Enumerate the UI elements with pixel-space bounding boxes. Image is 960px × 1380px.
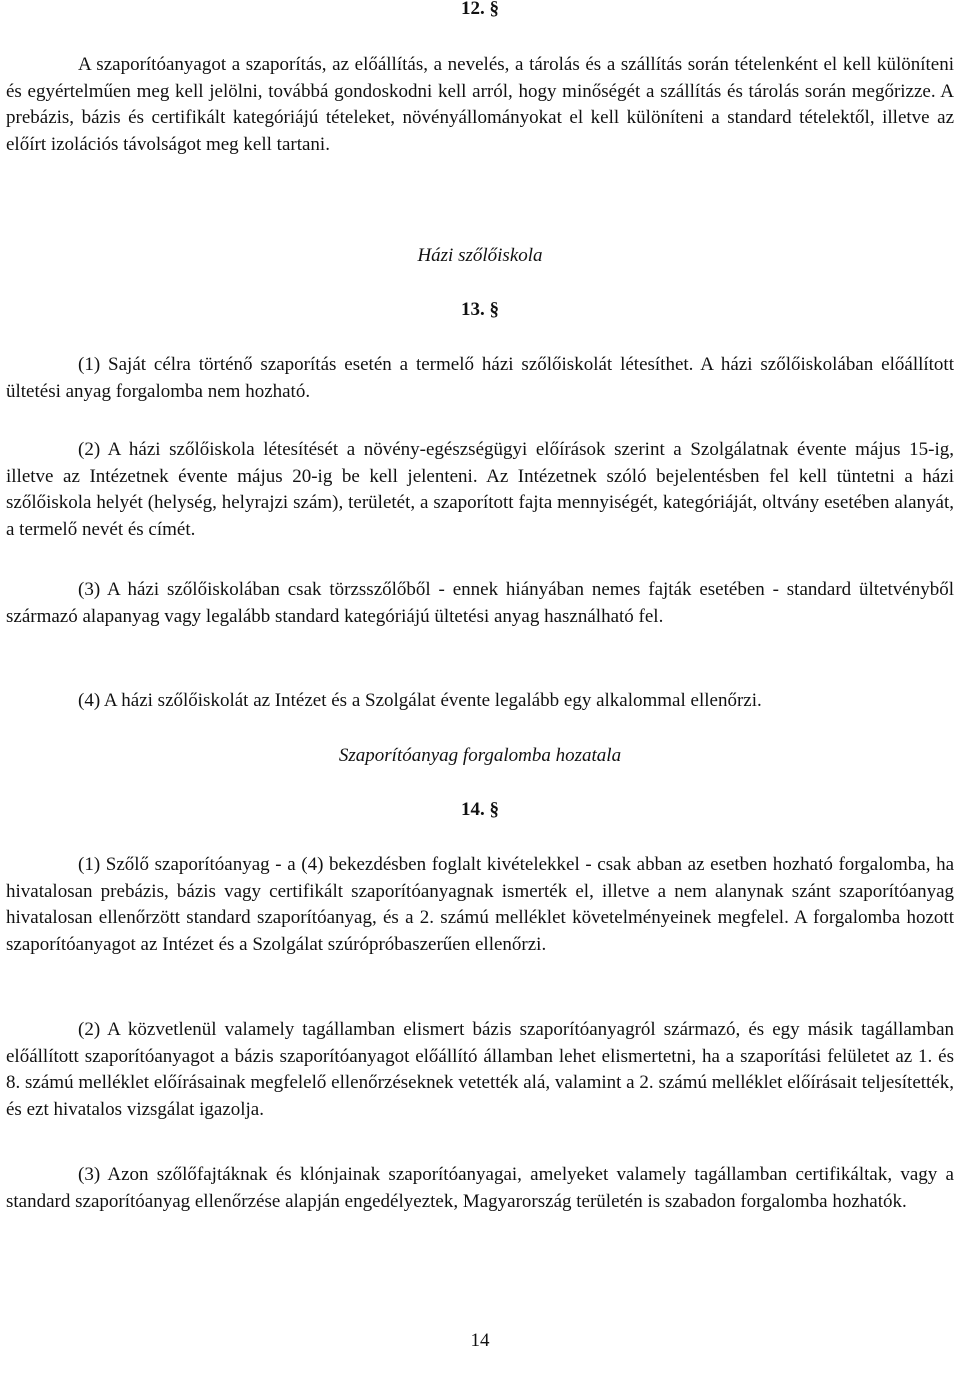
section-14-paragraph-3: (3) Azon szőlőfajtáknak és klónjainak szaporítóanyagai, amelyeket valamely tagállamban certifikáltak, vagy a standard szaporítóanyag ellenőrzése alapján engedélyeztek, Magyarország területén is szabadon forgalomba hozhatók.: [6, 1164, 954, 1212]
section-12-paragraph: A szaporítóanyagot a szaporítás, az előállítás, a nevelés, a tárolás és a szállítás során tételenként el kell különíteni és egyértelműen meg kell jelölni, továbbá gondoskodni kell arról, hogy minőségét a szállítás és tárolás során megőrizze. A prebázis, bázis és certifikált kategóriájú tételeket, növényállományokat el kell különíteni a standard tételektől, illetve az előírt izolációs távolságot meg kell tartani.: [6, 54, 954, 155]
section-13-heading: Házi szőlőiskola: [417, 245, 543, 266]
section-13-paragraph-1: (1) Saját célra történő szaporítás esetén a termelő házi szőlőiskolát létesíthet. A házi szőlőiskolában előállított ültetési anyag forgalomba nem hozható.: [6, 354, 954, 402]
section-14-number: 14. §: [461, 799, 499, 820]
section-14-paragraph-1: (1) Szőlő szaporítóanyag - a (4) bekezdésben foglalt kivételekkel - csak abban az esetben hozható forgalomba, ha hivatalosan prebázis, bázis vagy certifikált szaporítóanyagnak ismerték el, illetve a nem alanynak szánt szaporítóanyag hivatalosan ellenőrzött standard szaporítóanyag, és a 2. számú melléklet követelményeinek megfelel. A forgalomba hozott szaporítóanyagot az Intézet és a Szolgálat szúrópróbaszerűen ellenőrzi.: [6, 854, 954, 955]
section-13-paragraph-3: (3) A házi szőlőiskolában csak törzsszőlőből - ennek hiányában nemes fajták esetében - standard ültetvényből származó alapanyag vagy legalább standard kategóriájú ültetési anyag használható fel.: [6, 579, 954, 627]
section-12-number: 12. §: [461, 0, 499, 19]
section-14-heading: Szaporítóanyag forgalomba hozatala: [338, 745, 622, 766]
section-14-paragraph-2: (2) A közvetlenül valamely tagállamban elismert bázis szaporítóanyagról származó, és egy másik tagállamban előállított szaporítóanyagot a bázis szaporítóanyagot előállító államban lehet elismertetni, ha a szaporítási felületet az 1. és 8. számú melléklet előírásainak megfelelő ellenőrzéseknek vetették alá, valamint a 2. számú melléklet előírásait teljesítették, és ezt hivatalos vizsgálat igazolja.: [6, 1019, 954, 1120]
section-13-paragraph-2: (2) A házi szőlőiskola létesítését a növény-egészségügyi előírások szerint a Szolgálatnak évente május 15-ig, illetve az Intézetnek évente május 20-ig be kell jelenteni. Az Intézetnek szóló bejelentésben fel kell tüntetni a házi szőlőiskola helyét (helység, helyrajzi szám), területét, a szaporított fajta mennyiségét, kategóriáját, oltvány esetében alanyát, a termelő nevét és címét.: [6, 439, 954, 540]
section-13-number: 13. §: [461, 299, 499, 320]
section-13-paragraph-4: (4) A házi szőlőiskolát az Intézet és a Szolgálat évente legalább egy alkalommal ellenőrzi.: [78, 690, 762, 711]
page-number: 14: [470, 1330, 490, 1351]
